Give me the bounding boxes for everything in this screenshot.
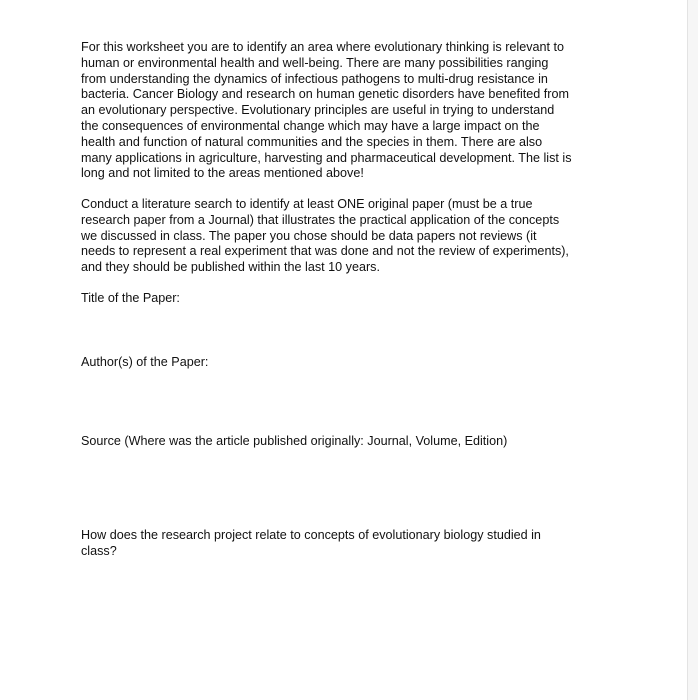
evolution-relation-question: How does the research project relate to concepts of evolutionary biology studied in class? [81,528,541,558]
paper-authors-label: Author(s) of the Paper: [81,355,209,369]
paper-source-label: Source (Where was the article published originally: Journal, Volume, Edition) [81,434,508,448]
intro-paragraph: For this worksheet you are to identify an area where evolutionary thinking is relevant to human or environmental health and well-being. There are many possibilities ranging from understanding the dynamics of infectious pathogens to multi-drug resistance in bacteria. Cancer Biology and research on human genetic disorders have benefited from an evolutionary perspective. Evolutionary principles are useful in trying to understand the consequences of environmental change which may have a large impact on the health and function of natural communities and the species in them. There are also many applications in agriculture, harvesting and pharmaceutical development. The list is long and not limited to the areas mentioned above! [81,40,572,181]
page-edge-divider [687,0,698,700]
instructions-paragraph: Conduct a literature search to identify at least ONE original paper (must be a true research paper from a Journal) that illustrates the practical application of the concepts we discussed in class. The paper you chose should be data papers not reviews (it needs to represent a real experiment that was done and not the review of experiments), and they should be published within the last 10 years. [81,197,569,275]
paper-title-label: Title of the Paper: [81,291,180,305]
